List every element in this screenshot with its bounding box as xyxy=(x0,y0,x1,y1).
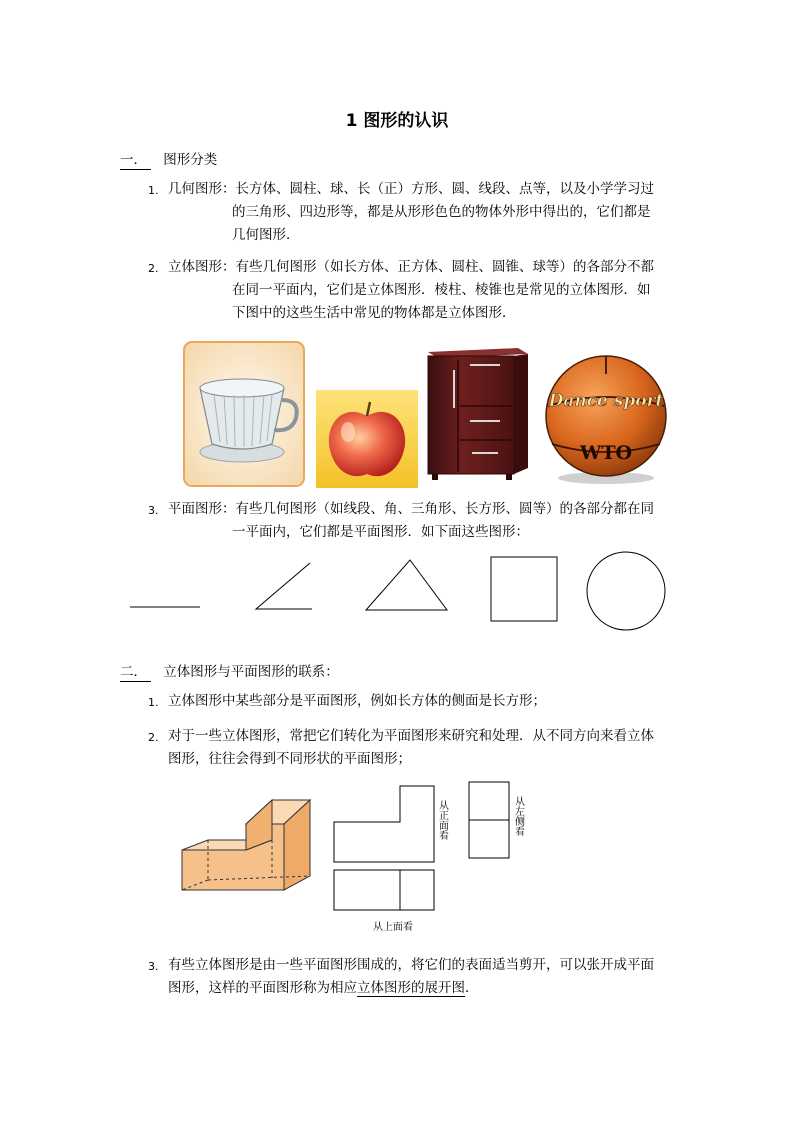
section1-heading xyxy=(120,148,217,170)
paragraph-text: ． xyxy=(465,980,479,996)
juicer-photo xyxy=(184,342,304,486)
plane-figures xyxy=(120,545,680,640)
item-number: 3. xyxy=(148,960,159,973)
net-term: 立体图形的展开图 xyxy=(357,980,465,996)
circle-figure xyxy=(587,552,665,630)
section1-title: 图形分类 xyxy=(163,152,218,168)
apple-photo xyxy=(316,390,418,488)
angle-figure xyxy=(256,563,312,609)
front-view-label: 从正面看 xyxy=(436,800,448,840)
paragraph-line xyxy=(168,977,479,999)
paragraph-line: 在同一平面内，它们是立体图形．棱柱、棱锥也是常见的立体图形．如 xyxy=(232,282,651,298)
paragraph-line: 几何图形． xyxy=(232,227,300,243)
section1-marker: 一． xyxy=(120,148,151,170)
paragraph-line: 平面图形：有些几何图形（如线段、角、三角形、长方形、圆等）的各部分都在同 xyxy=(168,501,654,517)
top-view-label: 从上面看 xyxy=(373,922,413,933)
left-view xyxy=(469,782,509,858)
section2-heading xyxy=(120,660,339,682)
paragraph-line: 对于一些立体图形，常把它们转化为平面图形来研究和处理．从不同方向来看立体 xyxy=(168,728,654,744)
paragraph-line: 有些立体图形是由一些平面图形围成的，将它们的表面适当剪开，可以张开成平面 xyxy=(168,957,654,973)
cabinet-photo xyxy=(428,348,528,480)
item-number: 2. xyxy=(148,262,159,275)
basketball-photo xyxy=(546,356,666,484)
paragraph-text: 图形，这样的平面图形称为相应 xyxy=(168,980,357,996)
paragraph-line: 图形，往往会得到不同形状的平面图形； xyxy=(168,751,411,767)
paragraph-line: 立体图形：有些几何图形（如长方体、正方体、圆柱、圆锥、球等）的各部分不都 xyxy=(168,259,654,275)
item-number: 3. xyxy=(148,504,159,517)
left-view-label: 从左侧看 xyxy=(512,796,524,836)
front-view xyxy=(334,786,434,862)
section2-marker: 二． xyxy=(120,660,151,682)
basketball-wto-text: WTO xyxy=(579,442,633,464)
paragraph-line: 立体图形中某些部分是平面图形，例如长方体的侧面是长方形； xyxy=(168,693,546,709)
item-number: 1. xyxy=(148,184,159,197)
paragraph-line: 一平面内，它们都是平面图形．如下面这些图形： xyxy=(232,524,529,540)
square-figure xyxy=(491,557,557,621)
item-number: 2. xyxy=(148,731,159,744)
paragraph-line: 下图中的这些生活中常见的物体都是立体图形． xyxy=(232,305,516,321)
triangle-figure xyxy=(366,560,447,610)
item-number: 1. xyxy=(148,696,159,709)
three-views-diagram xyxy=(178,778,538,940)
l-shaped-solid xyxy=(182,800,310,890)
paragraph-line: 的三角形、四边形等，都是从形形色色的物体外形中得出的，它们都是 xyxy=(232,204,651,220)
top-view xyxy=(334,870,434,910)
solid-objects-photos xyxy=(182,340,678,490)
basketball-brand-text: Dance sport xyxy=(548,391,664,411)
paragraph-line: 几何图形：长方体、圆柱、球、长（正）方形、圆、线段、点等，以及小学学习过 xyxy=(168,181,654,197)
section2-title: 立体图形与平面图形的联系： xyxy=(163,664,339,680)
page-title: 1 图形的认识 xyxy=(345,111,449,131)
